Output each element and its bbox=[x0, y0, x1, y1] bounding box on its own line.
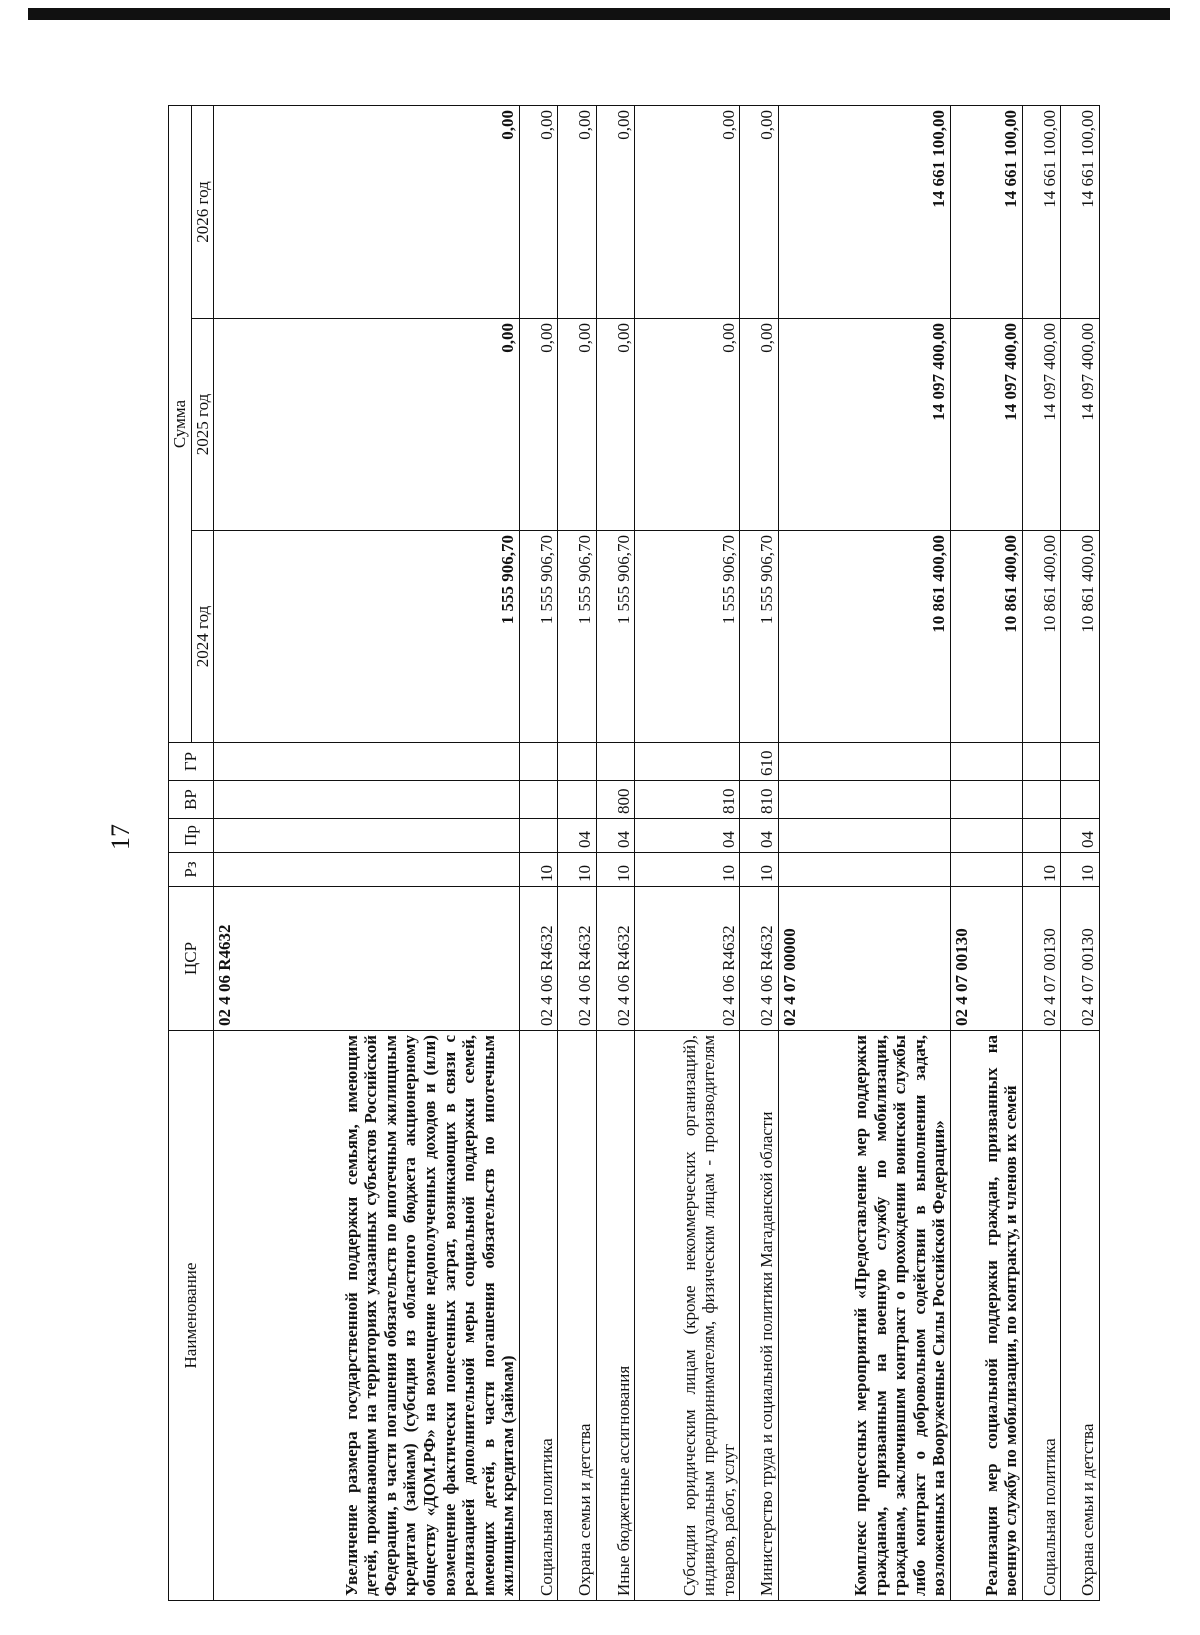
header-pr: Пр bbox=[169, 819, 214, 853]
amount-2025-cell: 0,00 bbox=[596, 319, 635, 531]
header-2024: 2024 год bbox=[191, 531, 214, 743]
amount-2026-cell: 0,00 bbox=[740, 106, 779, 319]
top-border-bar bbox=[28, 8, 1170, 20]
name-cell: Социальная политика bbox=[519, 1031, 558, 1601]
amount-2026-cell: 14 661 100,00 bbox=[1022, 106, 1061, 319]
gr-cell bbox=[1022, 743, 1061, 781]
header-csr: ЦСР bbox=[169, 887, 214, 1031]
rotated-table-wrapper bbox=[168, 106, 1100, 1601]
rz-cell: 10 bbox=[1061, 853, 1100, 887]
gr-cell bbox=[214, 743, 520, 781]
table-row bbox=[1061, 106, 1100, 1601]
table-row bbox=[635, 106, 740, 1601]
pr-cell bbox=[214, 819, 520, 853]
amount-2024-cell: 1 555 906,70 bbox=[214, 531, 520, 743]
table-body bbox=[214, 106, 1100, 1601]
vr-cell bbox=[214, 781, 520, 819]
pr-cell: 04 bbox=[1061, 819, 1100, 853]
vr-cell bbox=[519, 781, 558, 819]
vr-cell bbox=[1061, 781, 1100, 819]
table-row bbox=[558, 106, 597, 1601]
name-cell: Субсидии юридическим лицам (кроме некоммерческих организаций), индивидуальным предпринимателям, физическим лицам - производителям товаров, работ, услуг bbox=[635, 1031, 740, 1601]
rz-cell bbox=[951, 853, 1023, 887]
table-row bbox=[596, 106, 635, 1601]
csr-cell: 02 4 06 R4632 bbox=[214, 887, 520, 1031]
name-cell: Реализация мер социальной поддержки граждан, призванных на военную службу по мобилизации, по контракту, и членов их семей bbox=[951, 1031, 1023, 1601]
rz-cell: 10 bbox=[1022, 853, 1061, 887]
header-gr: ГР bbox=[169, 743, 214, 781]
header-name: Наименование bbox=[169, 1031, 214, 1601]
header-sum: Сумма bbox=[169, 106, 192, 743]
header-rz: Рз bbox=[169, 853, 214, 887]
rz-cell bbox=[778, 853, 950, 887]
pr-cell: 04 bbox=[635, 819, 740, 853]
rz-cell: 10 bbox=[740, 853, 779, 887]
csr-cell: 02 4 07 00130 bbox=[951, 887, 1023, 1031]
amount-2026-cell: 0,00 bbox=[558, 106, 597, 319]
rz-cell: 10 bbox=[519, 853, 558, 887]
csr-cell: 02 4 06 R4632 bbox=[635, 887, 740, 1031]
table-row bbox=[1022, 106, 1061, 1601]
rz-cell: 10 bbox=[558, 853, 597, 887]
pr-cell: 04 bbox=[558, 819, 597, 853]
name-cell: Комплекс процессных мероприятий «Предоставление мер поддержки гражданам, призванным на военную службу по мобилизации, гражданам, заключившим контракт о прохождении воинской службы либо контракт о добровольном содействии в выполнении задач, возложенных на Вооруженные Силы Российской Федерации» bbox=[778, 1031, 950, 1601]
amount-2024-cell: 10 861 400,00 bbox=[1061, 531, 1100, 743]
pr-cell bbox=[1022, 819, 1061, 853]
amount-2026-cell: 0,00 bbox=[214, 106, 520, 319]
amount-2024-cell: 1 555 906,70 bbox=[740, 531, 779, 743]
gr-cell bbox=[519, 743, 558, 781]
rz-cell: 10 bbox=[596, 853, 635, 887]
amount-2025-cell: 0,00 bbox=[214, 319, 520, 531]
name-cell: Увеличение размера государственной поддержки семьям, имеющим детей, проживающим на территориях указанных субъектов Российской Федерации, в части погашения обязательств по ипотечным жилищным кредитам (займам) (субсидия из областного бюджета акционерному обществу «ДОМ.РФ» на возмещение недополученных доходов и (или) возмещение фактически понесенных затрат, возникающих в связи с реализацией дополнительной меры социальной поддержки семей, имеющих детей, в части погашения обязательств по ипотечным жилищным кредитам (займам) bbox=[214, 1031, 520, 1601]
name-cell: Министерство труда и социальной политики Магаданской области bbox=[740, 1031, 779, 1601]
vr-cell bbox=[778, 781, 950, 819]
amount-2025-cell: 0,00 bbox=[635, 319, 740, 531]
page-number: 17 bbox=[106, 824, 135, 850]
amount-2024-cell: 10 861 400,00 bbox=[778, 531, 950, 743]
gr-cell bbox=[558, 743, 597, 781]
amount-2026-cell: 0,00 bbox=[519, 106, 558, 319]
amount-2024-cell: 1 555 906,70 bbox=[596, 531, 635, 743]
amount-2024-cell: 1 555 906,70 bbox=[635, 531, 740, 743]
name-cell: Охрана семьи и детства bbox=[558, 1031, 597, 1601]
amount-2026-cell: 0,00 bbox=[635, 106, 740, 319]
header-vr: ВР bbox=[169, 781, 214, 819]
csr-cell: 02 4 07 00000 bbox=[778, 887, 950, 1031]
amount-2025-cell: 14 097 400,00 bbox=[778, 319, 950, 531]
csr-cell: 02 4 06 R4632 bbox=[596, 887, 635, 1031]
vr-cell bbox=[558, 781, 597, 819]
amount-2025-cell: 14 097 400,00 bbox=[1022, 319, 1061, 531]
amount-2024-cell: 1 555 906,70 bbox=[519, 531, 558, 743]
gr-cell: 610 bbox=[740, 743, 779, 781]
amount-2025-cell: 14 097 400,00 bbox=[1061, 319, 1100, 531]
name-cell: Социальная политика bbox=[1022, 1031, 1061, 1601]
amount-2026-cell: 14 661 100,00 bbox=[1061, 106, 1100, 319]
vr-cell: 800 bbox=[596, 781, 635, 819]
pr-cell bbox=[951, 819, 1023, 853]
name-cell: Охрана семьи и детства bbox=[1061, 1031, 1100, 1601]
pr-cell: 04 bbox=[596, 819, 635, 853]
table-row bbox=[951, 106, 1023, 1601]
header-row-1 bbox=[169, 106, 192, 1601]
csr-cell: 02 4 06 R4632 bbox=[740, 887, 779, 1031]
gr-cell bbox=[1061, 743, 1100, 781]
header-2025: 2025 год bbox=[191, 319, 214, 531]
amount-2026-cell: 0,00 bbox=[596, 106, 635, 319]
table-row bbox=[519, 106, 558, 1601]
pr-cell bbox=[519, 819, 558, 853]
vr-cell: 810 bbox=[635, 781, 740, 819]
amount-2026-cell: 14 661 100,00 bbox=[778, 106, 950, 319]
csr-cell: 02 4 06 R4632 bbox=[558, 887, 597, 1031]
amount-2025-cell: 0,00 bbox=[519, 319, 558, 531]
gr-cell bbox=[778, 743, 950, 781]
rz-cell: 10 bbox=[635, 853, 740, 887]
amount-2026-cell: 14 661 100,00 bbox=[951, 106, 1023, 319]
vr-cell bbox=[951, 781, 1023, 819]
budget-table bbox=[168, 105, 1100, 1601]
amount-2025-cell: 14 097 400,00 bbox=[951, 319, 1023, 531]
name-cell: Иные бюджетные ассигнования bbox=[596, 1031, 635, 1601]
pr-cell bbox=[778, 819, 950, 853]
table-row bbox=[214, 106, 520, 1601]
csr-cell: 02 4 06 R4632 bbox=[519, 887, 558, 1031]
amount-2024-cell: 10 861 400,00 bbox=[951, 531, 1023, 743]
rz-cell bbox=[214, 853, 520, 887]
csr-cell: 02 4 07 00130 bbox=[1061, 887, 1100, 1031]
amount-2024-cell: 1 555 906,70 bbox=[558, 531, 597, 743]
gr-cell bbox=[635, 743, 740, 781]
table-row bbox=[740, 106, 779, 1601]
gr-cell bbox=[596, 743, 635, 781]
amount-2024-cell: 10 861 400,00 bbox=[1022, 531, 1061, 743]
header-2026: 2026 год bbox=[191, 106, 214, 319]
pr-cell: 04 bbox=[740, 819, 779, 853]
vr-cell bbox=[1022, 781, 1061, 819]
vr-cell: 810 bbox=[740, 781, 779, 819]
csr-cell: 02 4 07 00130 bbox=[1022, 887, 1061, 1031]
gr-cell bbox=[951, 743, 1023, 781]
amount-2025-cell: 0,00 bbox=[558, 319, 597, 531]
table-row bbox=[778, 106, 950, 1601]
amount-2025-cell: 0,00 bbox=[740, 319, 779, 531]
